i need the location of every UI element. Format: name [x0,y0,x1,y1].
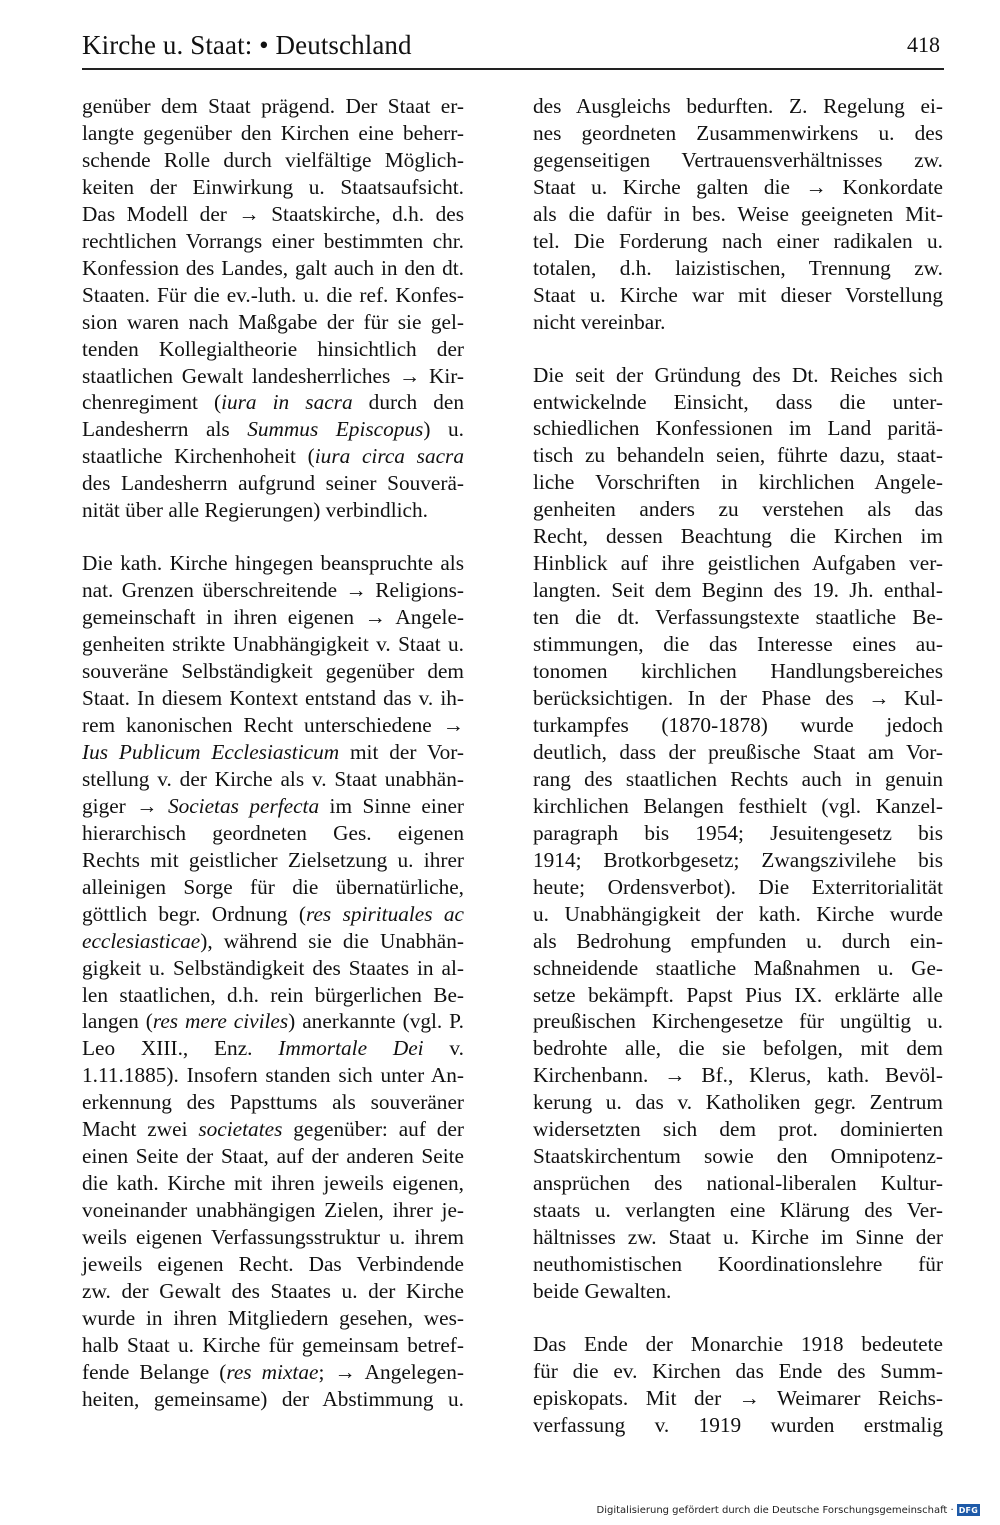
text-line: Staat u. Kirche war mit dieser Vorstellung [533,282,943,307]
text-line: göttlich begr. Ordnung (res spirituales ac [82,901,464,926]
text-line: tonomen kirchlichen Handlungsbereiches [533,659,943,684]
text-line: preußischen Kirchengesetze für ungültig u. [533,1009,943,1034]
paragraph [82,550,464,1413]
text-line: Landesherrn als Summus Episcopus) u. [82,417,464,442]
text-line: ansprüchen des national-liberalen Kultur- [533,1171,943,1196]
text-line: liche Vorschriften in kirchlichen Angele- [533,470,943,495]
text-line: für die ev. Kirchen das Ende des Summ- [533,1358,943,1383]
text-line: Hinblick auf ihre geistlichen Aufgaben ver- [533,551,943,576]
text-line: Recht, dessen Beachtung die Kirchen im [533,524,943,549]
text-line: berücksichtigen. In der Phase des → Kul- [533,686,943,711]
text-line: erkennung des Papsttums als souveräner [82,1090,464,1115]
running-title: Kirche u. Staat: • Deutschland [82,30,412,60]
text-line: rang des staatlichen Rechts auch in genuin [533,766,943,791]
right-column [533,93,943,1439]
text-line: Das Ende der Monarchie 1918 bedeutete [533,1331,943,1356]
text-line: Leo XIII., Enz. Immortale Dei v. [82,1036,464,1061]
text-line: episkopats. Mit der → Weimarer Reichs- [533,1385,943,1410]
paragraph [82,93,464,524]
text-line: turkampfes (1870-1878) wurde jedoch [533,712,943,737]
text-line: nicht vereinbar. [533,309,666,334]
text-line: heiten, gemeinsame) der Abstimmung u. [82,1386,464,1411]
text-line: chenregiment (iura in sacra durch den [82,390,464,415]
text-line: Macht zwei societates gegenüber: auf der [82,1117,464,1142]
text-line: jeweils eigenen Recht. Das Verbindende [82,1252,464,1277]
text-line: staats u. verlangten eine Klärung des Ver- [533,1198,943,1223]
text-line: zw. der Gewalt des Staates u. der Kirche [82,1278,464,1303]
text-line: beide Gewalten. [533,1278,672,1303]
text-line: Konfession des Landes, galt auch in den dt. [82,255,464,280]
text-line: wurde in ihren Mitgliedern gesehen, wes- [82,1305,464,1330]
text-line: Staaten. Für die ev.-luth. u. die ref. Konfes- [82,282,464,307]
text-line: Rechts mit geistlicher Zielsetzung u. ihrer [82,847,464,872]
left-column [82,93,464,1413]
text-line: len staatlichen, d.h. rein bürgerlichen Be- [82,982,464,1007]
text-line: nität über alle Regierungen) verbindlich. [82,498,428,523]
text-line: ten die dt. Verfassungstexte staatliche Be- [533,605,943,630]
text-line: stimmungen, die das Interesse eines au- [533,632,943,657]
text-line: weils eigenen Verfassungsstruktur u. ihrem [82,1225,464,1250]
text-line: als Bedrohung empfunden u. durch ein- [533,928,943,953]
text-line: giger → Societas perfecta im Sinne einer [82,793,464,818]
text-line: alleinigen Sorge für die übernatürliche, [82,874,464,899]
text-line: Die seit der Gründung des Dt. Reiches sich [533,362,943,387]
text-line: die kath. Kirche mit ihren jeweils eigenen, [82,1171,464,1196]
paragraph [533,362,943,1305]
text-line: 1914; Brotkorbgesetz; Zwangszivilehe bis [533,847,943,872]
text-line: deutlich, dass der preußische Staat am Vor- [533,739,943,764]
text-line: tel. Die Forderung nach einer radikalen u. [533,228,943,253]
text-line: bedrohte alle, die sie befolgen, mit dem [533,1036,943,1061]
text-line: rem kanonischen Recht unterschiedene → [82,712,464,737]
text-line: nes geordneten Zusammenwirkens u. des [533,120,943,145]
text-line: staatlichen Gewalt landesherrliches → Kir- [82,363,464,388]
text-line: staatliche Kirchenhoheit (iura circa sacra [82,444,464,469]
text-line: stellung v. der Kirche als v. Staat unabhän- [82,766,464,791]
footer-credit-text: Digitalisierung gefördert durch die Deutsche Forschungsgemeinschaft · [596,1504,954,1516]
text-line: widersetzten sich dem prot. dominierten [533,1117,943,1142]
text-line: schiedlichen Konfessionen im Land paritä- [533,416,943,441]
text-line: genheiten anders zu verstehen als das [533,497,943,522]
page-number: 418 [907,32,940,57]
text-line: gigkeit u. Selbständigkeit des Staates in al- [82,955,464,980]
text-line: Staatskirchentum sowie den Omnipotenz- [533,1144,943,1169]
text-line: schende Rolle durch vielfältige Möglich- [82,147,464,172]
text-line: Staat u. Kirche galten die → Konkordate [533,174,943,199]
text-line: Kirchenbann. → Bf., Klerus, kath. Bevöl- [533,1063,943,1088]
text-line: kerung u. das v. Katholiken gegr. Zentrum [533,1090,943,1115]
text-line: paragraph bis 1954; Jesuitengesetz bis [533,820,943,845]
text-line: 1.11.1885). Insofern standen sich unter An- [82,1063,464,1088]
text-line: gegenseitigen Vertrauensverhältnisses zw. [533,147,943,172]
text-line: heute; Ordensverbot). Die Exterritorialität [533,874,943,899]
text-line: genheiten strikte Unabhängigkeit v. Staat u. [82,632,464,657]
running-header [82,26,944,70]
text-line: kirchlichen Belangen festhielt (vgl. Kanzel- [533,793,943,818]
text-line: rechtlichen Vorrangs einer bestimmten chr. [82,228,464,253]
text-line: tisch zu behandeln seien, führte dazu, staat- [533,443,943,468]
text-line: genüber dem Staat prägend. Der Staat er- [82,94,464,118]
text-line: voneinander unabhängigen Zielen, ihrer je- [82,1198,464,1223]
dfg-logo: DFG [958,1505,978,1515]
paragraph [533,93,943,336]
footer-credit [597,1504,980,1516]
text-line: einen Seite der Staat, auf der anderen Seite [82,1144,464,1169]
text-line: als die dafür in bes. Weise geeigneten Mit- [533,201,943,226]
text-line: hierarchisch geordneten Ges. eigenen [82,820,464,845]
text-line: nat. Grenzen überschreitende → Religions- [82,578,464,603]
text-line: langen (res mere civiles) anerkannte (vgl. P. [82,1009,464,1034]
text-line: halb Staat u. Kirche für gemeinsam betref- [82,1332,464,1357]
text-line: entwickelnde Einsicht, dass die unter- [533,389,943,414]
text-line: Staat. In diesem Kontext entstand das v. ih- [82,686,464,711]
text-line: totalen, d.h. laizistischen, Trennung zw. [533,255,943,280]
text-line: Die kath. Kirche hingegen beanspruchte als [82,551,464,576]
text-line: langte gegenüber den Kirchen eine beherr- [82,120,464,145]
text-line: des Ausgleichs bedurften. Z. Regelung ei- [533,94,943,118]
text-line: des Landesherrn aufgrund seiner Souverä- [82,471,464,496]
paragraph [533,1331,943,1439]
text-line: langten. Seit dem Beginn des 19. Jh. enthal- [533,578,943,603]
text-line: verfassung v. 1919 wurden erstmalig [533,1412,943,1437]
text-line: fende Belange (res mixtae; → Angelegen- [82,1359,464,1384]
text-line: u. Unabhängigkeit der kath. Kirche wurde [533,901,943,926]
text-line: setze bekämpft. Papst Pius IX. erklärte alle [533,982,943,1007]
text-line: Ius Publicum Ecclesiasticum mit der Vor- [82,739,464,764]
text-line: souveräne Selbständigkeit gegenüber dem [82,659,464,684]
text-line: schneidende staatliche Maßnahmen u. Ge- [533,955,943,980]
text-line: tenden Kollegialtheorie hinsichtlich der [82,336,464,361]
text-line: hältnisses zw. Staat u. Kirche im Sinne der [533,1225,943,1250]
text-line: Das Modell der → Staatskirche, d.h. des [82,201,464,226]
text-line: keiten der Einwirkung u. Staatsaufsicht. [82,174,464,199]
text-line: ecclesiasticae), während sie die Unabhän- [82,928,464,953]
text-line: gemeinschaft in ihren eigenen → Angele- [82,605,464,630]
text-line: sion waren nach Maßgabe der für sie gel- [82,309,464,334]
text-line: neuthomistischen Koordinationslehre für [533,1252,943,1277]
